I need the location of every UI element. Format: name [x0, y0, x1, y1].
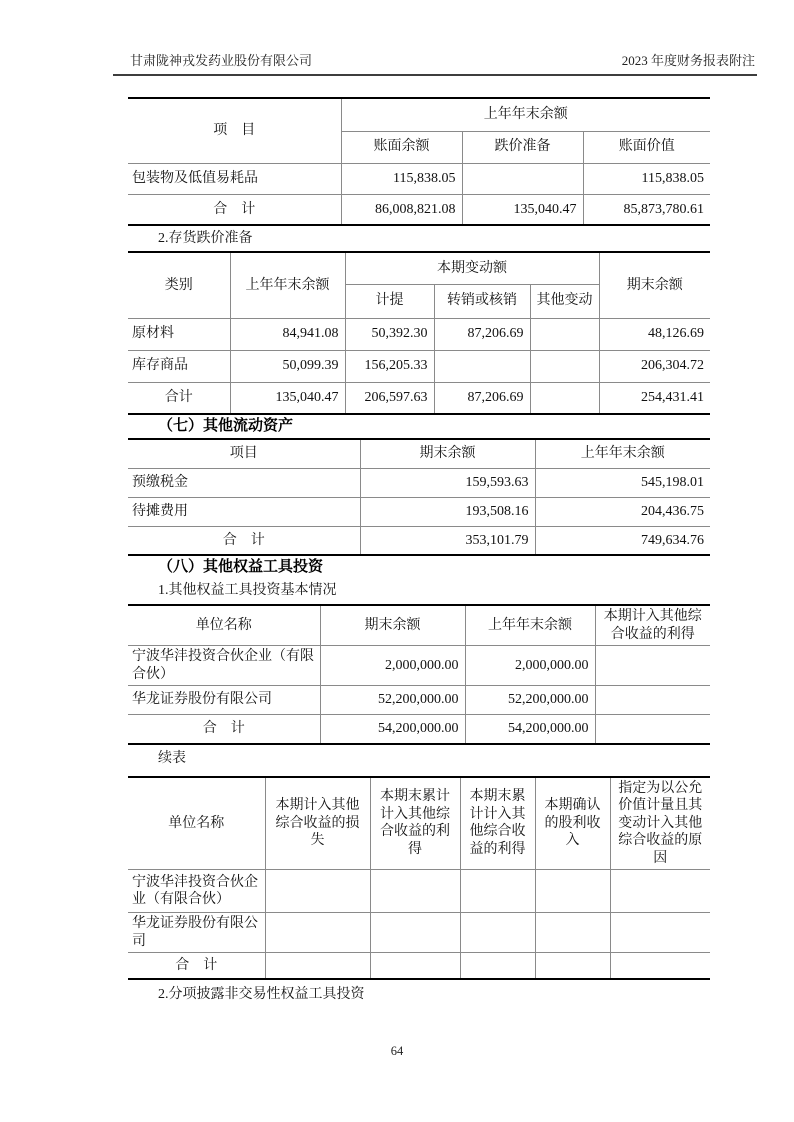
subsection-basic-information: 1.其他权益工具投资基本情况: [158, 583, 337, 598]
table-cell: 156,205.33: [345, 350, 434, 382]
table-cell: 50,392.30: [345, 318, 434, 350]
table-cell: 115,838.05: [341, 163, 462, 194]
table-cell: 52,200,000.00: [320, 686, 465, 715]
row-label-total: 合 计: [128, 194, 341, 225]
table-cell: 115,838.05: [583, 163, 710, 194]
equity-investments-continued-table: [128, 776, 710, 980]
row-label: 宁波华沣投资合伙企业（有限合伙）: [128, 646, 320, 686]
table-cell: [462, 163, 583, 194]
table-cell: [610, 913, 710, 953]
column-group-header-prior-year: 上年年末余额: [341, 98, 710, 131]
column-header-oci-loss: 本期计入其他综合收益的损失: [265, 777, 370, 870]
table-total-row: [128, 194, 710, 225]
table-cell: [370, 870, 460, 913]
table-cell: [460, 913, 535, 953]
table-total-row: [128, 953, 710, 979]
table-cell: [595, 715, 710, 744]
table-cell: 85,873,780.61: [583, 194, 710, 225]
column-header-item: 项 目: [128, 98, 341, 163]
table-row: [128, 350, 710, 382]
subsection-non-trading-equity-disclosure: 2.分项披露非交易性权益工具投资: [158, 986, 365, 1002]
table-cell: 54,200,000.00: [465, 715, 595, 744]
column-header-cumulative-oci-gain: 本期末累计计入其他综合收益的利得: [370, 777, 460, 870]
column-header-book-balance: 账面余额: [341, 131, 462, 163]
row-label-total: 合 计: [128, 526, 360, 555]
table-cell: 353,101.79: [360, 526, 535, 555]
row-label: 预缴税金: [128, 468, 360, 497]
table-cell: [530, 350, 599, 382]
table-cell: [434, 350, 530, 382]
table-row: [128, 913, 710, 953]
table-cell: [530, 382, 599, 414]
table-cell: [265, 953, 370, 979]
table-row: [128, 646, 710, 686]
row-label: 库存商品: [128, 350, 230, 382]
row-label-total: 合 计: [128, 953, 265, 979]
section-heading-other-equity-investments: （八）其他权益工具投资: [158, 559, 324, 575]
row-label: 原材料: [128, 318, 230, 350]
table-cell: 50,099.39: [230, 350, 345, 382]
column-header-price-provision: 跌价准备: [462, 131, 583, 163]
document-body: [128, 97, 710, 1004]
table-cell: 135,040.47: [230, 382, 345, 414]
column-header-ending-balance: 期末余额: [320, 605, 465, 646]
table-cell: 87,206.69: [434, 318, 530, 350]
column-header-oci-gain: 本期计入其他综合收益的利得: [595, 605, 710, 646]
table-cell: 206,597.63: [345, 382, 434, 414]
table-row: [128, 318, 710, 350]
table-row: [128, 686, 710, 715]
page-number: 64: [390, 1044, 404, 1058]
table-total-row: [128, 526, 710, 555]
column-header-prior-year-balance: 上年年末余额: [535, 439, 710, 468]
table-cell: 204,436.75: [535, 497, 710, 526]
continuation-label: 续表: [158, 750, 186, 766]
table-cell: 87,206.69: [434, 382, 530, 414]
table-cell: 52,200,000.00: [465, 686, 595, 715]
table-cell: [460, 870, 535, 913]
column-header-entity-name: 单位名称: [128, 777, 265, 870]
inventory-provision-table: [128, 251, 710, 415]
table-cell: [610, 953, 710, 979]
table-cell: [535, 953, 610, 979]
row-label-total: 合计: [128, 382, 230, 414]
table-cell: 159,593.63: [360, 468, 535, 497]
column-header-reversal-writeoff: 转销或核销: [434, 284, 530, 318]
column-header-cumulative-oci-gain-2: 本期末累计计入其他综合收益的利得: [460, 777, 535, 870]
section-heading-other-current-assets: （七）其他流动资产: [158, 418, 294, 434]
table-cell: [610, 870, 710, 913]
row-label: 宁波华沣投资合伙企业（有限合伙）: [128, 870, 265, 913]
table-cell: [265, 913, 370, 953]
row-label: 包装物及低值易耗品: [128, 163, 341, 194]
table-cell: [595, 686, 710, 715]
table-cell: [595, 646, 710, 686]
table-cell: 86,008,821.08: [341, 194, 462, 225]
column-header-dividend-income: 本期确认的股利收入: [535, 777, 610, 870]
table-cell: 193,508.16: [360, 497, 535, 526]
column-group-header-period-change: 本期变动额: [345, 252, 599, 284]
column-header-other-change: 其他变动: [530, 284, 599, 318]
company-name: 甘肃陇神戎发药业股份有限公司: [130, 53, 313, 68]
row-label: 华龙证券股份有限公司: [128, 686, 320, 715]
report-title: 2023 年度财务报表附注: [621, 53, 755, 68]
table-cell: 545,198.01: [535, 468, 710, 497]
table-cell: 84,941.08: [230, 318, 345, 350]
table-cell: [530, 318, 599, 350]
table-cell: 54,200,000.00: [320, 715, 465, 744]
table-row: [128, 870, 710, 913]
column-header-prior-year-balance: 上年年末余额: [230, 252, 345, 318]
inventory-prior-year-table: [128, 97, 710, 226]
table-cell: [535, 870, 610, 913]
column-header-prior-year-balance: 上年年末余额: [465, 605, 595, 646]
table-cell: [535, 913, 610, 953]
table-cell: [370, 913, 460, 953]
column-header-ending-balance: 期末余额: [599, 252, 710, 318]
page-header: [113, 50, 757, 76]
table-cell: [460, 953, 535, 979]
column-header-item: 项目: [128, 439, 360, 468]
table-cell: 206,304.72: [599, 350, 710, 382]
table-cell: 48,126.69: [599, 318, 710, 350]
column-header-fvoci-designation-reason: 指定为以公允价值计量且其变动计入其他综合收益的原因: [610, 777, 710, 870]
table-cell: 135,040.47: [462, 194, 583, 225]
table-cell: 2,000,000.00: [320, 646, 465, 686]
table-total-row: [128, 382, 710, 414]
table-cell: 749,634.76: [535, 526, 710, 555]
note-inventory-provision: 2.存货跌价准备: [158, 231, 253, 246]
other-current-assets-table: [128, 438, 710, 556]
column-header-book-value: 账面价值: [583, 131, 710, 163]
row-label: 华龙证券股份有限公司: [128, 913, 265, 953]
table-row: [128, 163, 710, 194]
column-header-entity-name: 单位名称: [128, 605, 320, 646]
table-row: [128, 497, 710, 526]
column-header-ending-balance: 期末余额: [360, 439, 535, 468]
table-cell: 254,431.41: [599, 382, 710, 414]
row-label-total: 合 计: [128, 715, 320, 744]
column-header-accrual: 计提: [345, 284, 434, 318]
table-cell: 2,000,000.00: [465, 646, 595, 686]
table-total-row: [128, 715, 710, 744]
table-cell: [265, 870, 370, 913]
row-label: 待摊费用: [128, 497, 360, 526]
table-row: [128, 468, 710, 497]
equity-investments-basic-table: [128, 604, 710, 745]
column-header-category: 类别: [128, 252, 230, 318]
table-cell: [370, 953, 460, 979]
